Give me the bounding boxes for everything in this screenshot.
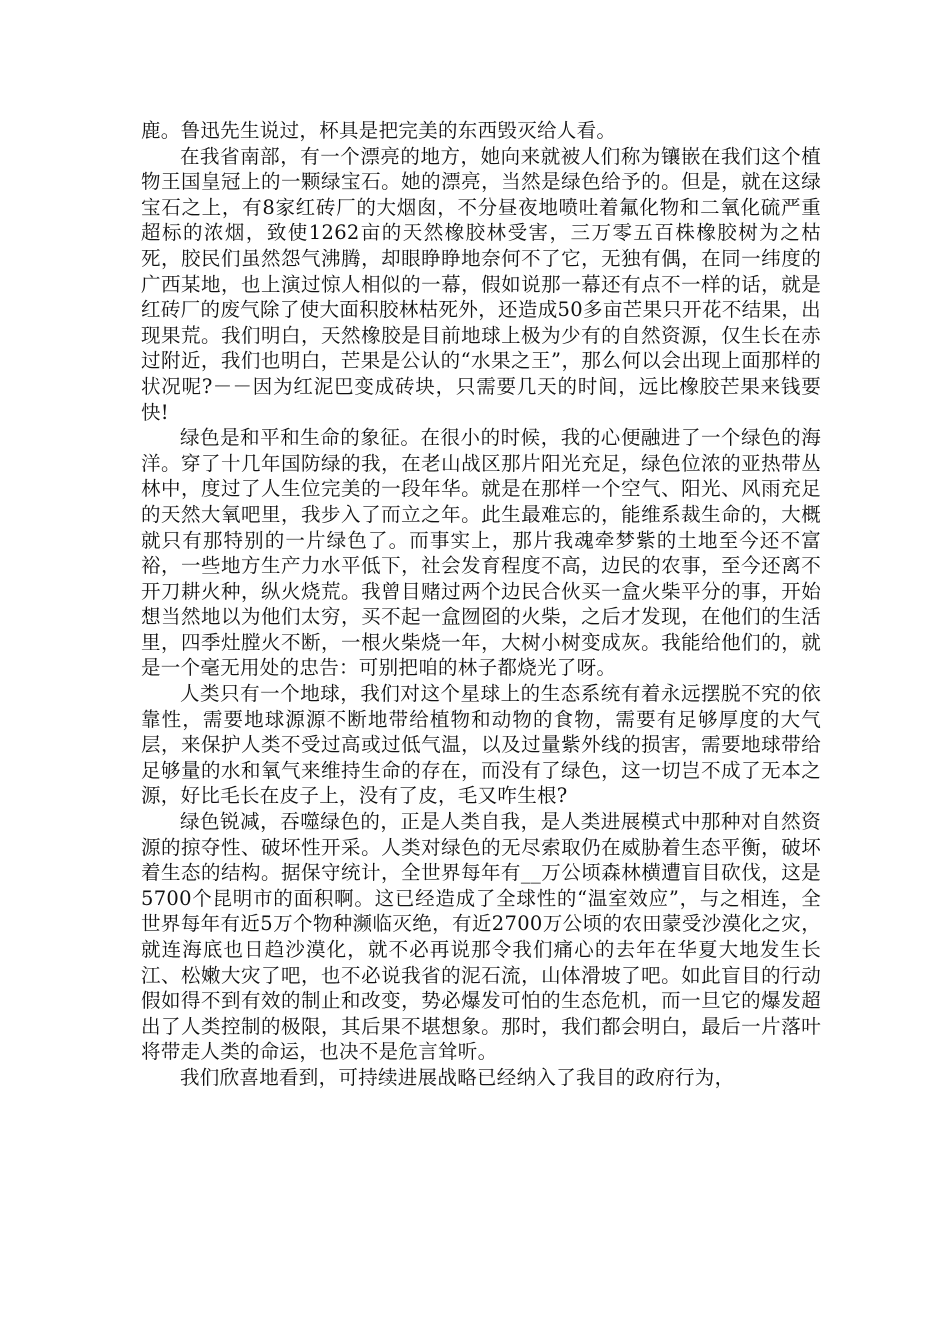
paragraph-6: 我们欣喜地看到，可持续进展战略已经纳入了我目的政府行为， (180, 1065, 735, 1089)
document-body (141, 118, 821, 1091)
paragraph-3: 绿色是和平和生命的象征。在很小的时候，我的心便融进了一个绿色的海洋。穿了十几年国防绿的我，在老山战区那片阳光充足，绿色位浓的亚热带丛林中，度过了人生位完美的一段年华。就是在那样一个空气、阳光、风雨充足的天然大氧吧里，我步入了而立之年。此生最难忘的，能维系裁生命的，大概就只有那特别的一片绿色了。而事实上，那片我魂牵梦紫的土地至今还不富裕，一些地方生产力水平低下，社会发育程度不高，边民的农事，至今还离不开刀耕火种，纵火烧荒。我曾目赌过两个边民合伙买一盒火柴平分的事，开始想当然地以为他们太穷，买不起一盒囫囵的火柴，之后才发现，在他们的生活里，四季灶膛火不断，一根火柴烧一年，大树小树变成灰。我能给他们的，就是一个毫无用处的忠告：可别把咱的林子都烧光了呀。 (141, 426, 821, 680)
paragraph-2: 在我省南部，有一个漂亮的地方，她向来就被人们称为镶嵌在我们这个植物王国皇冠上的一颗绿宝石。她的漂亮，当然是绿色给予的。但是，就在这绿宝石之上，有8家红砖厂的大烟囱，不分昼夜地喷吐着氟化物和二氧化硫严重超标的浓烟，致使1262亩的天然橡胶林受害，三万零五百株橡胶树为之枯死，胶民们虽然怨气沸腾，却眼睁睁地奈何不了它，无独有偶，在同一纬度的广西某地，也上演过惊人相似的一幕，假如说那一幕还有点不一样的话，就是红砖厂的废气除了使大面积胶林枯死外，还造成50多亩芒果只开花不结果，出现果荒。我们明白，天然橡胶是目前地球上极为少有的自然资源，仅生长在赤过附近，我们也明白，芒果是公认的“水果之王”，那么何以会出现上面那样的状况呢?－－因为红泥巴变成砖块，只需要几天的时间，远比橡胶芒果来钱要快! (141, 144, 821, 424)
paragraph-4: 人类只有一个地球，我们对这个星球上的生态系统有着永远摆脱不究的依靠性，需要地球源源不断地带给植物和动物的食物，需要有足够厚度的大气层，来保护人类不受过高或过低气温，以及过量紫外线的损害，需要地球带给足够量的水和氧气来维持生命的存在，而没有了绿色，这一切岂不成了无本之源，好比毛长在皮子上，没有了皮，毛又咋生根? (141, 682, 821, 808)
paragraph-1: 鹿。鲁迅先生说过，杯具是把完美的东西毁灭给人看。 (141, 119, 617, 142)
paragraph-5: 绿色锐减，吞噬绿色的，正是人类自我，是人类进展模式中那种对自然资源的掠夺性、破坏性开采。人类对绿色的无尽索取仍在威胁着生态平衡，破坏着生态的结构。据保守统计，全世界每年有__万公顷森林横遭盲目砍伐，这是5700个昆明市的面积啊。这已经造成了全球性的“温室效应”，与之相连，全世界每年有近5万个物种濒临灭绝，有近2700万公顷的农田蒙受沙漠化之灾，就连海底也日趋沙漠化，就不必再说那令我们痛心的去年在华夏大地发生长江、松嫩大灾了吧，也不必说我省的泥石流，山体滑坡了吧。如此盲目的行动假如得不到有效的制止和改变，势必爆发可怕的生态危机，而一旦它的爆发超出了人类控制的极限，其后果不堪想象。那时，我们都会明白，最后一片落叶将带走人类的命运，也决不是危言耸听。 (141, 810, 821, 1064)
